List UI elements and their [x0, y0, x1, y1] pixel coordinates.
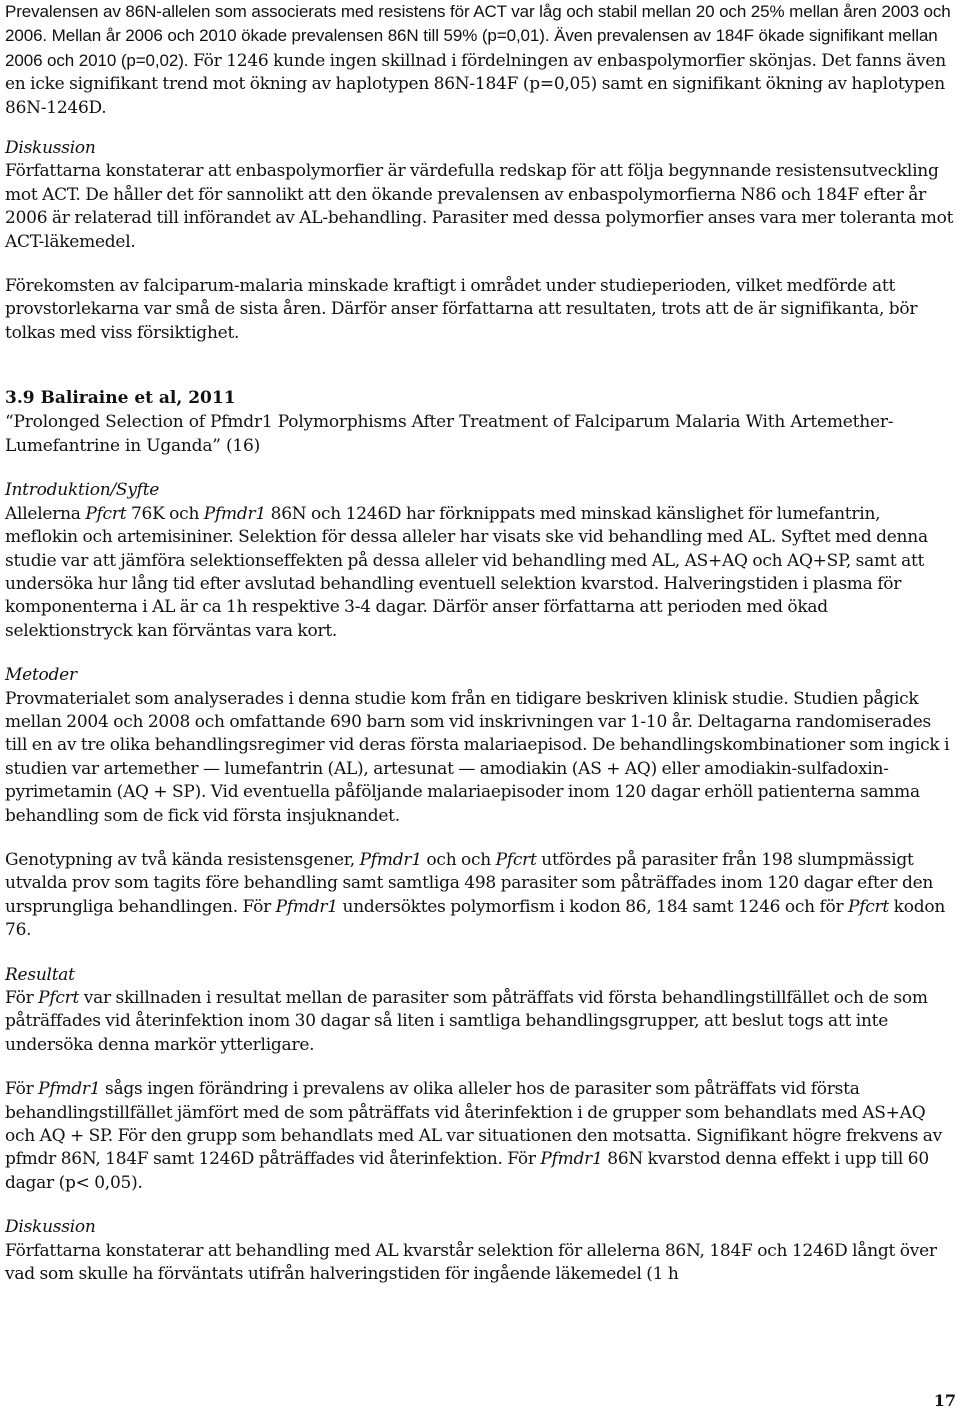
- text-run: undersöktes polymorfism i kodon 86, 184 samt 1246 och för: [337, 896, 849, 917]
- gene-name: Pfmdr1: [540, 1149, 603, 1170]
- text-run: Genotypning av två kända resistensgener,: [5, 849, 360, 870]
- diskussion-paragraph-1: Författarna konstaterar att enbaspolymorfier är värdefulla redskap för att följa begynnande resistensutveckling mot ACT. De håller det för sannolikt att den ökande prevalensen av enbaspolymorfierna N86 och 184F efter år 2006 är relaterad till införandet av AL-behandling. Parasiter med dessa polymorfier anses vara mer toleranta mot ACT-läkemedel.: [5, 161, 954, 252]
- diskussion-heading-1: Diskussion: [5, 138, 96, 159]
- gene-name: Pfcrt: [85, 503, 127, 524]
- article-reference: “Prolonged Selection of Pfmdr1 Polymorphisms After Treatment of Falciparum Malaria With Artemether-Lumefantrine in Uganda” (16): [5, 412, 894, 457]
- text-run: 76K och: [126, 503, 204, 524]
- document-page: [5, 0, 955, 1424]
- resultat-paragraph-2: [5, 1078, 955, 1195]
- gene-name: Pfcrt: [38, 988, 80, 1008]
- intro-sentence-2: För 1246 kunde ingen skillnad i fördelningen av enbaspolymorfier skönjas. Det fanns även en icke signifikant trend mot ökning av haplotypen 86N-184F (p=0,05) samt en signifikant ökning av haplotypen 86N-1246D.: [5, 50, 946, 118]
- text-run: kodon 76.: [5, 896, 946, 941]
- text-run: utfördes på parasiter från 198 slumpmässigt utvalda prov som tagits före behandling samt samtliga 498 parasiter som påträffades inom 120 dagar efter den ursprungliga behandlingen. För: [5, 849, 934, 917]
- gene-name: Pfcrt: [848, 896, 890, 917]
- gene-name: Pfmdr1: [275, 896, 338, 917]
- section-heading: [5, 387, 955, 410]
- text-run: För: [5, 1079, 39, 1100]
- section-number: 3.9: [5, 388, 35, 409]
- section-title: Baliraine et al, 2011: [40, 388, 236, 409]
- metoder-paragraph-2: [5, 849, 955, 943]
- page-number: 17: [933, 1391, 956, 1410]
- text-run: 86N och 1246D har förknippats med minskad känslighet för lumefantrin, meflokin och artemisininer. Selektion för dessa alleler har visats ske vid behandling med AL. Syftet med denna studie var att jämföra selektionseffekten på dessa alleler vid behandling med AL, AS+AQ och AQ+SP, samt att undersöka hur lång tid efter avslutad behandling eventuell selektion kvarstod. Halveringstiden i plasma för komponenterna i AL är ca 1h respektive 3-4 dagar. Därför anser författarna att perioden med ökad selektionstryck kan förväntas vara kort.: [5, 503, 928, 641]
- intro-sentence-1: Prevalensen av 86N-allelen som associerats med resistens för ACT var låg och stabil mellan 20 och 25% mellan åren 2003 och 2006. Mellan år 2006 och 2010 ökade prevalensen 86N till 59% (p=0,01). Även prevalensen av 184F ökade signifikant mellan 2006 och 2010 (p=0,02).: [5, 2, 951, 70]
- text-run: och och: [421, 849, 496, 870]
- text-run: sågs ingen förändring i prevalens av olika alleler hos de parasiter som påträffats vid första behandlingstillfället jämfört med de som påträffats vid återinfektion i de grupper som behandlats med AS+AQ och AQ + SP. För den grupp som behandlats med AL var situationen den motsatta. Signifikant högre frekvens av pfmdr 86N, 184F samt 1246D påträffades vid återinfektion. För: [5, 1079, 942, 1170]
- gene-name: Pfmdr1: [38, 1079, 101, 1100]
- resultat-paragraph-1: [5, 987, 955, 1057]
- diskussion-paragraph-2: Författarna konstaterar att behandling med AL kvarstår selektion för allelerna 86N, 184F och 1246D långt över vad som skulle ha förväntats utifrån halveringstiden för ingående läkemedel (1 h: [5, 1240, 937, 1285]
- gene-name: Pfcrt: [495, 849, 537, 870]
- gene-name: Pfmdr1: [359, 849, 422, 870]
- forekomsten-paragraph: Förekomsten av falciparum-malaria minskade kraftigt i området under studieperioden, vilket medförde att provstorlekarna var små de sista åren. Därför anser författarna att resultaten, trots att de är signifikanta, bör tolkas med viss försiktighet.: [5, 276, 918, 343]
- metoder-paragraph-1: Provmaterialet som analyserades i denna studie kom från en tidigare beskriven klinisk studie. Studien pågick mellan 2004 och 2008 och omfattande 690 barn som vid inskrivningen var 1-10 år. Deltagarna randomiserades till en av tre olika behandlingsregimer vid deras första malariaepisod. De behandlingskombinationer som ingick i studien var artemether — lumefantrin (AL), artesunat — amodiakin (AS + AQ) eller amodiakin-sulfadoxin-pyrimetamin (AQ + SP). Vid eventuella påföljande malariaepisoder inom 120 dagar erhöll patienterna samma behandling som de fick vid första insjuknandet.: [5, 688, 950, 826]
- introduktion-paragraph: [5, 503, 955, 643]
- text-run: var skillnaden i resultat mellan de parasiter som påträffats vid första behandlingstillfället och de som påträffades vid återinfektion inom 30 dagar så liten i samtliga behandlingsgrupper, att beslut togs att inte undersöka denna markör ytterligare.: [5, 988, 928, 1055]
- metoder-heading: Metoder: [5, 665, 77, 686]
- gene-name: Pfmdr1: [203, 503, 266, 524]
- resultat-heading: Resultat: [5, 964, 75, 985]
- text-run: 86N kvarstod denna effekt i upp till 60 dagar (p< 0,05).: [5, 1149, 929, 1193]
- text-run: För: [5, 988, 39, 1008]
- diskussion-heading-2: Diskussion: [5, 1217, 96, 1238]
- intro-paragraph: [5, 0, 955, 120]
- text-run: Allelerna: [5, 503, 86, 524]
- introduktion-heading: Introduktion/Syfte: [5, 480, 160, 501]
